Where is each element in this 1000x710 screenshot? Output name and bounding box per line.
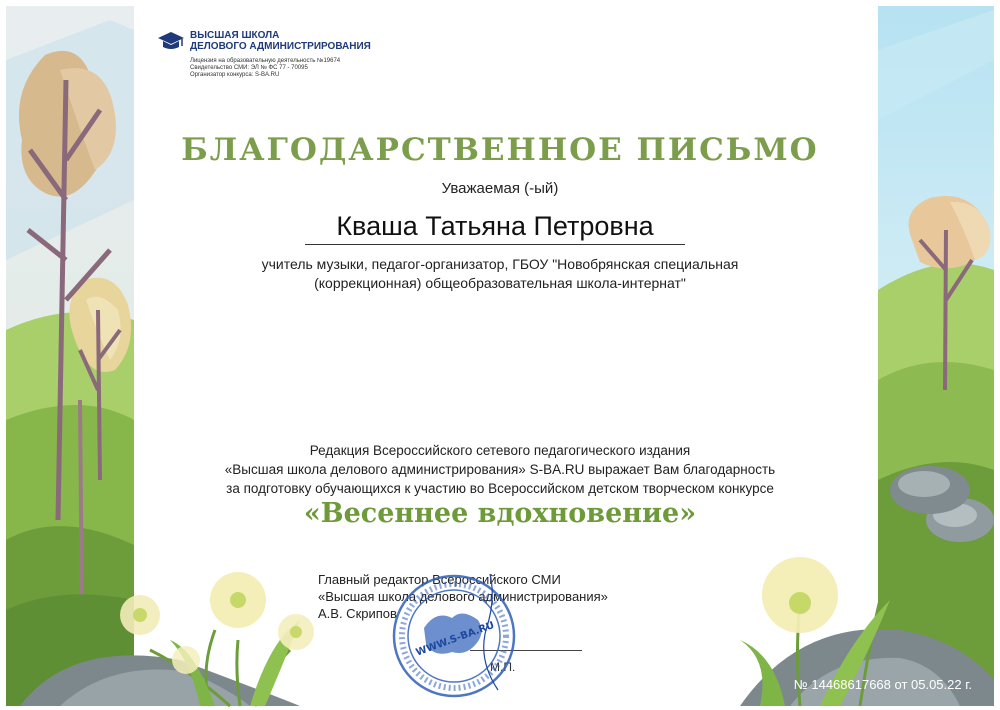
position-line-2: (коррекционная) общеобразовательная школа-интернат" (314, 275, 686, 291)
position-line-1: учитель музыки, педагог-организатор, ГБОУ "Новобрянская специальная (261, 256, 739, 272)
stamp-url: WWW.S-BA.RU (414, 619, 496, 659)
letter-title: БЛАГОДАРСТВЕННОЕ ПИСЬМО (181, 132, 819, 168)
logo-title-line1: ВЫСШАЯ ШКОЛА (190, 30, 280, 41)
logo-meta (190, 58, 340, 79)
body-line-3: за подготовку обучающихся к участию во Всероссийском детском творческом конкурсе (226, 481, 774, 496)
recipient-position (220, 255, 780, 293)
logo-title-line2: ДЕЛОВОГО АДМИНИСТРИРОВАНИЯ (190, 41, 371, 52)
salutation: Уважаемая (-ый) (441, 180, 559, 197)
gratitude-text (180, 441, 820, 498)
certificate-number: № 14468617668 от 05.05.22 г. (793, 677, 972, 692)
signer-role: Главный редактор Всероссийского СМИ (318, 572, 561, 587)
smi-certificate-text: Свидетельство СМИ: ЭЛ № ФС 77 - 70095 (190, 65, 308, 71)
body-line-2: «Высшая школа делового администрирования» S-BA.RU выражает Вам благодарность (224, 462, 776, 477)
logo-title (190, 30, 371, 52)
organizer-text: Организатор конкурса: S-BA.RU (190, 72, 280, 78)
body-line-1: Редакция Всероссийского сетевого педагогического издания (309, 443, 691, 458)
signer-organization: «Высшая школа делового администрирования» (318, 589, 608, 604)
seal-place-mark: М.П. (490, 660, 516, 674)
publisher-logo (156, 30, 371, 78)
recipient-name: Кваша Татьяна Петровна (305, 211, 685, 245)
contest-name: «Весеннее вдохновение» (303, 498, 697, 529)
signer-name: А.В. Скрипов (318, 606, 397, 621)
license-text: Лицензия на образовательную деятельность №19674 (190, 58, 341, 64)
official-stamp (386, 570, 526, 700)
graduation-cap-icon (156, 30, 186, 52)
